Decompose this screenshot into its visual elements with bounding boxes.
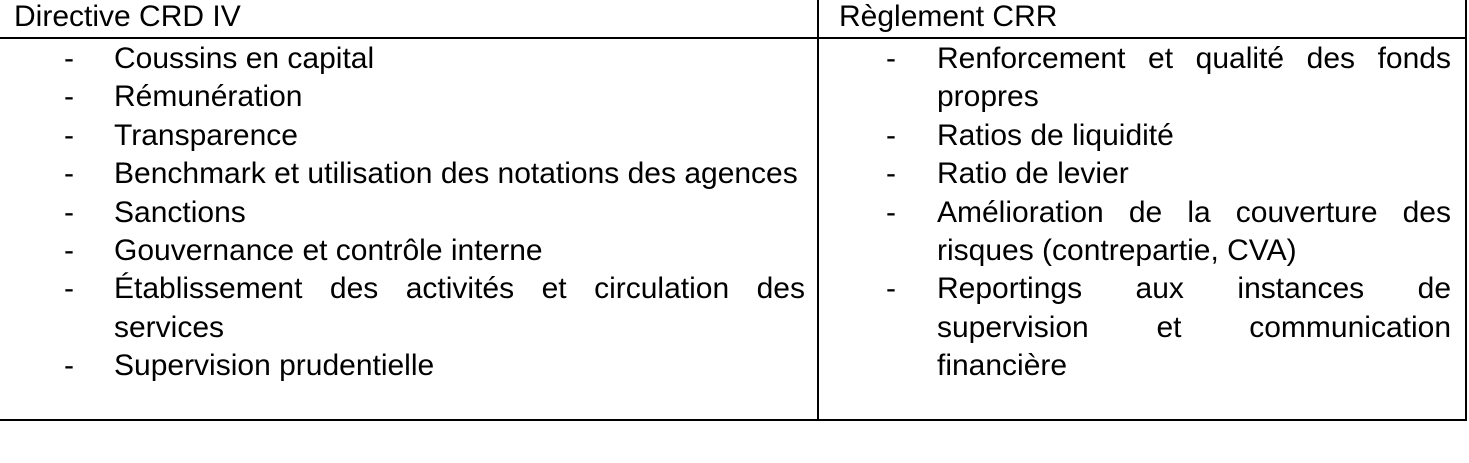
dash-bullet: -: [886, 195, 896, 229]
right-column-cell: [818, 38, 1466, 420]
list-item: [0, 155, 817, 193]
list-item: [0, 78, 817, 116]
dash-bullet: -: [886, 157, 896, 191]
right-column-header: Règlement CRR: [818, 0, 1466, 38]
crr-topic-list: [819, 39, 1465, 386]
dash-bullet: -: [64, 42, 74, 75]
dash-bullet: -: [886, 42, 896, 75]
list-item: [0, 194, 817, 232]
list-item: [819, 155, 1465, 193]
list-item-text: Benchmark et utilisation des notations des agences: [114, 157, 798, 191]
dash-bullet: -: [886, 272, 896, 306]
list-item-text: Supervision prudentielle: [114, 349, 435, 383]
dash-bullet: -: [64, 272, 74, 306]
list-item: [819, 40, 1465, 117]
dash-bullet: -: [886, 118, 896, 152]
list-item: [0, 232, 817, 270]
list-item-text: Transparence: [114, 118, 298, 152]
body-row: [0, 38, 1466, 420]
list-item-text: Amélioration de la couverture des risques (contrepartie, CVA): [937, 195, 1451, 268]
list-item: [0, 40, 817, 78]
dash-bullet: -: [64, 157, 74, 191]
dash-bullet: -: [64, 118, 74, 152]
list-item: [0, 347, 817, 385]
list-item-text: Ratios de liquidité: [937, 118, 1174, 152]
left-column-cell: [0, 38, 818, 420]
list-item-text: Sanctions: [114, 195, 246, 229]
list-item-text: Reportings aux instances de supervision et communication financière: [937, 272, 1451, 383]
list-item: [0, 270, 817, 347]
crd-iv-topic-list: [0, 39, 817, 386]
list-item-text: Gouvernance et contrôle interne: [114, 234, 543, 268]
list-item: [0, 117, 817, 155]
list-item: [819, 194, 1465, 271]
list-item-text: Coussins en capital: [114, 42, 375, 75]
dash-bullet: -: [64, 234, 74, 268]
header-row: [0, 0, 1466, 38]
list-item-text: Ratio de levier: [937, 157, 1129, 191]
dash-bullet: -: [64, 80, 74, 114]
dash-bullet: -: [64, 195, 74, 229]
list-item-text: Rémunération: [114, 80, 303, 114]
dash-bullet: -: [64, 349, 74, 383]
list-item: [819, 117, 1465, 155]
left-column-header: Directive CRD IV: [0, 0, 818, 38]
list-item-text: Renforcement et qualité des fonds propres: [937, 42, 1451, 114]
list-item: [819, 270, 1465, 385]
list-item-text: Établissement des activités et circulation des services: [114, 272, 805, 344]
